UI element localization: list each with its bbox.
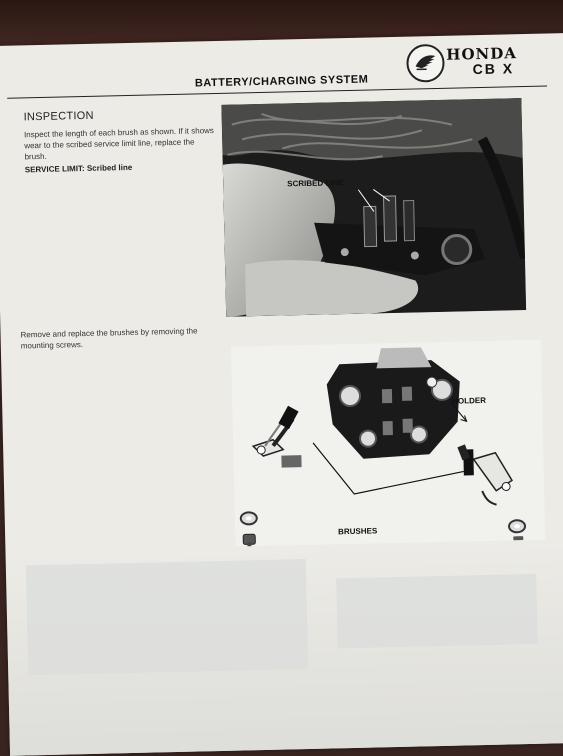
photo-illustration: [221, 98, 526, 317]
inspection-heading: INSPECTION: [23, 109, 94, 124]
brush-holder-diagram: [231, 340, 545, 547]
exploded-view-drawing: [231, 340, 545, 547]
service-limit-value: Scribed line: [86, 162, 133, 173]
brushes-label: BRUSHES: [338, 526, 378, 537]
wing-icon: [412, 50, 439, 77]
model-name: CB X: [472, 60, 515, 78]
holder-label: HOLDER: [452, 395, 487, 406]
removal-body: Remove and replace the brushes by removing the mounting screws.: [20, 326, 198, 351]
page-shadow: [6, 543, 563, 756]
section-title: BATTERY/CHARGING SYSTEM: [194, 73, 369, 90]
brush-inspection-photo: [221, 98, 526, 317]
service-limit: [25, 163, 133, 174]
scribed-line-callout: SCRIBED LINE: [287, 178, 344, 189]
inspection-body: Inspect the length of each brush as shown. If it shows wear to the scribed service limit line, replace the brush.: [23, 126, 214, 162]
service-limit-label: SERVICE LIMIT:: [24, 163, 85, 175]
honda-wing-logo: [406, 44, 445, 83]
manual-page: [0, 33, 563, 756]
brand-name: HONDA: [446, 44, 518, 64]
